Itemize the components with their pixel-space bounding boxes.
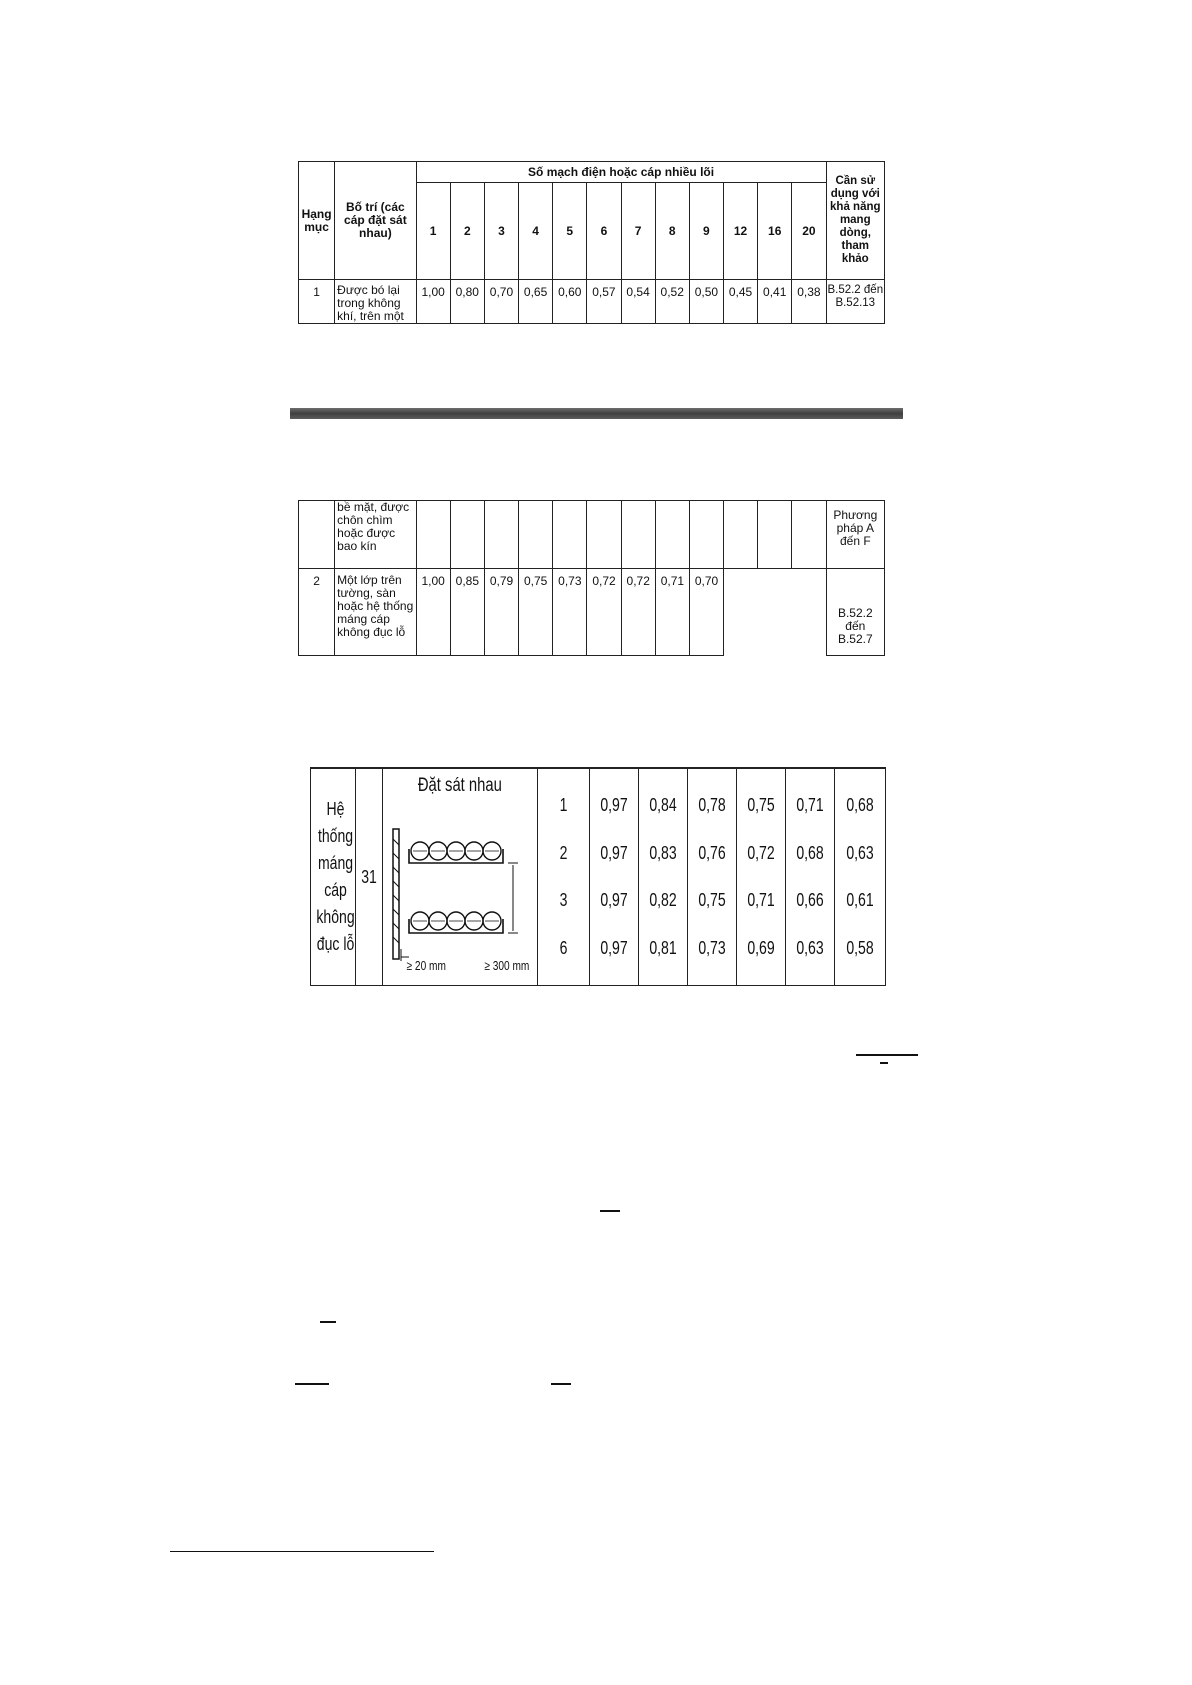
count-header: 20	[792, 183, 826, 280]
factor-cell: 0,79	[484, 569, 518, 656]
table-row	[299, 280, 885, 324]
factor-cell-empty	[792, 501, 826, 569]
factor-value: 0,63	[796, 937, 824, 958]
fraction-bar	[856, 1054, 918, 1056]
fraction-bar	[880, 1062, 888, 1064]
header-arrangement: Bố trí (các cáp đặt sát nhau)	[335, 162, 416, 280]
count-header: 6	[587, 183, 621, 280]
factor-cell-empty	[724, 501, 758, 569]
factor-value: 0,71	[796, 795, 824, 816]
footnote-separator	[170, 1551, 434, 1552]
item-number: 2	[299, 569, 335, 656]
factor-value: 0,66	[796, 890, 824, 911]
factor-value: 0,61	[846, 890, 874, 911]
factor-value: 0,68	[846, 795, 874, 816]
factor-cell: 1,00	[416, 280, 450, 324]
diagram-title: Đặt sát nhau	[417, 775, 503, 796]
factor-value: 0,69	[747, 937, 775, 958]
factor-value: 0,75	[698, 890, 726, 911]
derating-table-1	[298, 161, 885, 324]
factor-cell: 0,52	[655, 280, 689, 324]
dimension-left: ≥ 20 mm	[406, 958, 446, 973]
fraction-bar	[600, 1210, 620, 1212]
factor-cell: 0,73	[553, 569, 587, 656]
factor-cell-empty	[621, 501, 655, 569]
factor-cell-empty	[689, 501, 723, 569]
factor-value: 0,72	[747, 842, 775, 863]
dimension-right: ≥ 300 mm	[484, 958, 530, 973]
fraction-bar	[551, 1383, 571, 1385]
factor-cell: 0,54	[621, 280, 655, 324]
cable-bundle-icon	[409, 842, 503, 863]
factor-cell-empty	[655, 501, 689, 569]
count-header: 8	[655, 183, 689, 280]
factor-column	[688, 768, 737, 986]
factor-cell: 0,65	[519, 280, 553, 324]
header-category: Hạng mục	[299, 162, 335, 280]
tray-count: 3	[559, 890, 568, 911]
factor-cell: 0,80	[450, 280, 484, 324]
factor-cell: 0,57	[587, 280, 621, 324]
factor-cell: 0,75	[519, 569, 553, 656]
factor-cell: 0,60	[553, 280, 587, 324]
count-header: 16	[758, 183, 792, 280]
factor-value: 0,97	[600, 890, 628, 911]
arrangement-text: Một lớp trên tường, sàn hoặc hệ thống máng cáp không đục lỗ	[335, 569, 416, 656]
factor-cell: 0,72	[587, 569, 621, 656]
factor-cell: 0,71	[655, 569, 689, 656]
factor-value: 0,83	[649, 842, 677, 863]
table-row	[299, 501, 885, 569]
factor-value: 0,82	[649, 890, 677, 911]
factor-value: 0,63	[846, 842, 874, 863]
count-header: 1	[416, 183, 450, 280]
factor-cell: 0,41	[758, 280, 792, 324]
factor-cell-empty	[553, 501, 587, 569]
factor-value: 0,97	[600, 842, 628, 863]
factor-value: 0,73	[698, 937, 726, 958]
count-header: 5	[553, 183, 587, 280]
factor-value: 0,97	[600, 937, 628, 958]
factor-cell: 0,72	[621, 569, 655, 656]
factor-cell-empty	[416, 501, 450, 569]
factor-column	[590, 768, 639, 986]
factor-cell: 0,50	[689, 280, 723, 324]
tray-count: 6	[559, 937, 568, 958]
factor-cell-empty	[519, 501, 553, 569]
factor-cell-empty	[484, 501, 518, 569]
factor-column	[737, 768, 786, 986]
tray-derating-table	[310, 767, 886, 986]
arrangement-text: bề mặt, được chôn chìm hoặc được bao kín	[335, 501, 416, 569]
item-number: 1	[299, 280, 335, 324]
tray-count-column	[538, 768, 590, 986]
factor-column	[786, 768, 835, 986]
tray-diagram-svg	[383, 769, 538, 985]
factor-cell-empty	[587, 501, 621, 569]
fraction-bar	[295, 1383, 329, 1385]
factor-cell: 0,70	[484, 280, 518, 324]
blank-area	[724, 569, 827, 656]
factor-value: 0,58	[846, 937, 874, 958]
factor-value: 0,75	[747, 795, 775, 816]
factor-value: 0,84	[649, 795, 677, 816]
factor-value: 0,97	[600, 795, 628, 816]
factor-cell: 0,38	[792, 280, 826, 324]
reference-cell: Phương pháp A đến F	[826, 501, 884, 569]
factor-value: 0,81	[649, 937, 677, 958]
derating-table-2	[298, 500, 885, 656]
system-label: Hệ thống máng cáp không đục lỗ	[311, 768, 356, 986]
factor-cell: 0,70	[689, 569, 723, 656]
table-row	[299, 569, 885, 656]
item-cell-empty	[299, 501, 335, 569]
tray-count: 2	[559, 842, 568, 863]
count-header: 4	[519, 183, 553, 280]
factor-cell: 0,85	[450, 569, 484, 656]
factor-value: 0,68	[796, 842, 824, 863]
factor-cell: 0,45	[723, 280, 757, 324]
count-header: 7	[621, 183, 655, 280]
factor-cell-empty	[758, 501, 792, 569]
factor-column	[835, 768, 886, 986]
factor-value: 0,78	[698, 795, 726, 816]
header-circuit-count: Số mạch điện hoặc cáp nhiều lõi	[416, 162, 826, 183]
count-header: 12	[723, 183, 757, 280]
reference-cell: B.52.2 đến B.52.7	[826, 569, 884, 656]
table-top-clip	[330, 154, 610, 161]
reference-number: 31	[356, 768, 383, 986]
factor-cell: 1,00	[416, 569, 450, 656]
installation-diagram	[383, 768, 538, 986]
factor-column	[639, 768, 688, 986]
factor-value: 0,71	[747, 890, 775, 911]
count-header: 9	[689, 183, 723, 280]
count-header: 3	[484, 183, 518, 280]
fraction-bar	[320, 1321, 336, 1323]
tray-count: 1	[559, 795, 568, 816]
factor-value: 0,76	[698, 842, 726, 863]
count-header: 2	[450, 183, 484, 280]
reference-cell: B.52.2 đến B.52.13	[826, 280, 884, 324]
header-reference: Cần sử dụng với khả năng mang dòng, tham khảo	[826, 162, 884, 280]
page-separator	[290, 408, 903, 419]
arrangement-text: Được bó lại trong không khí, trên một	[335, 280, 416, 324]
cable-bundle-icon	[409, 912, 503, 933]
factor-cell-empty	[450, 501, 484, 569]
